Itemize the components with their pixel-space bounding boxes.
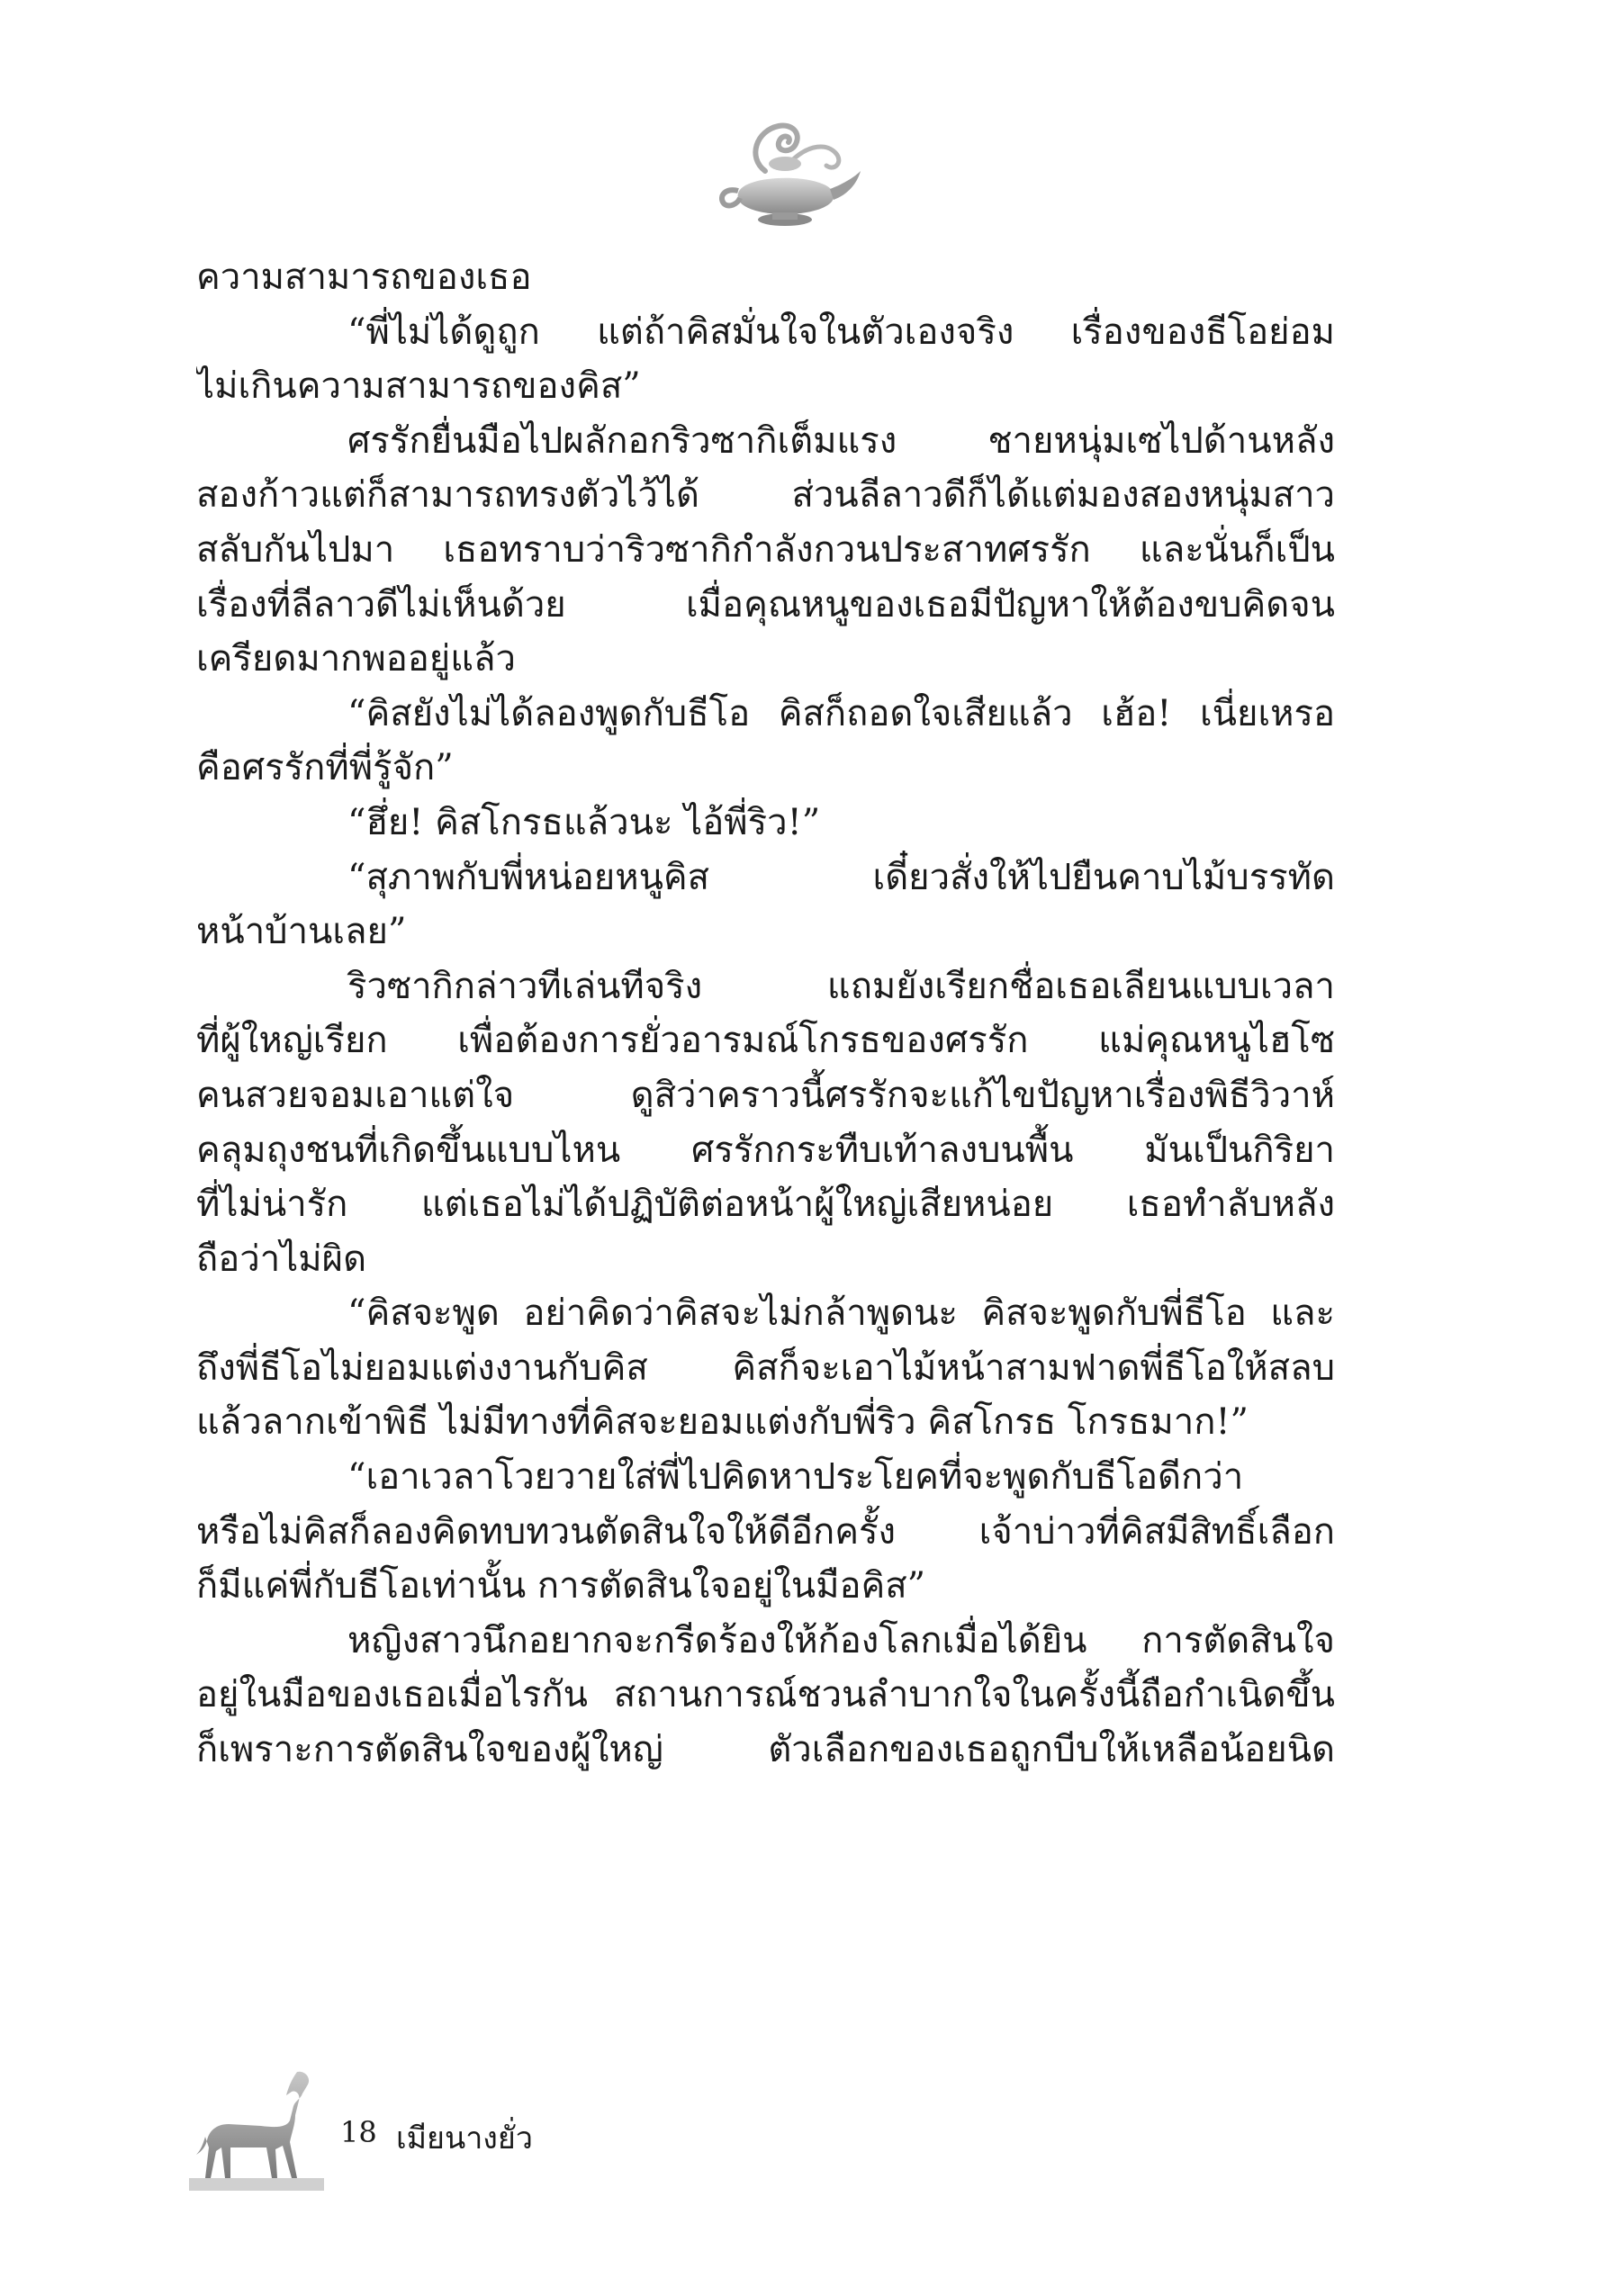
text-line: คลุมถุงชนที่เกิดขึ้นแบบไหน ศรรักกระทืบเท้าลงบนพื้น มันเป็นกิริยา (196, 1129, 1335, 1171)
text-line: “สุภาพกับพี่หน่อยหนูคิส เดี๋ยวสั่งให้ไปยืนคาบไม้บรรทัด (347, 856, 1335, 898)
book-title: เมียนางยั่ว (396, 2120, 533, 2156)
text-line: อยู่ในมือของเธอเมื่อไรกัน สถานการณ์ชวนลำบากใจในครั้งนี้ถือกำเนิดขึ้น (196, 1674, 1335, 1716)
text-line: แล้วลากเข้าพิธี ไม่มีทางที่คิสจะยอมแต่งกับพี่ริว คิสโกรธ โกรธมาก!” (196, 1401, 1249, 1444)
text-line: หญิงสาวนึกอยากจะกรีดร้องให้ก้องโลกเมื่อได้ยิน การตัดสินใจ (347, 1619, 1335, 1661)
text-line: ถึงพี่ธีโอไม่ยอมแต่งงานกับคิส คิสก็จะเอาไม้หน้าสามฟาดพี่ธีโอให้สลบ (196, 1346, 1335, 1389)
page-footer (189, 2061, 729, 2196)
text-line: “คิสยังไม่ได้ลองพูดกับธีโอ คิสก็ถอดใจเสียแล้ว เฮ้อ! เนี่ยเหรอ (347, 692, 1335, 734)
text-line: คือศรรักที่พี่รู้จัก” (196, 747, 454, 789)
text-line: คนสวยจอมเอาแต่ใจ ดูสิว่าคราวนี้ศรรักจะแก้ไขปัญหาเรื่องพิธีวิวาห์ (196, 1074, 1335, 1116)
text-line: เรื่องที่ลีลาวดีไม่เห็นด้วย เมื่อคุณหนูของเธอมีปัญหาให้ต้องขบคิดจน (196, 583, 1335, 626)
text-line: ไม่เกินความสามารถของคิส” (196, 365, 641, 408)
text-line: ริวซากิกล่าวทีเล่นทีจริง แถมยังเรียกชื่อเธอเลียนแบบเวลา (347, 965, 1335, 1007)
text-line: ก็มีแค่พี่กับธีโอเท่านั้น การตัดสินใจอยู่ในมือคิส” (196, 1565, 926, 1607)
text-line: “คิสจะพูด อย่าคิดว่าคิสจะไม่กล้าพูดนะ คิสจะพูดกับพี่ธีโอ และ (347, 1292, 1335, 1335)
text-line: ถือว่าไม่ผิด (196, 1238, 367, 1280)
text-line: “พี่ไม่ได้ดูถูก แต่ถ้าคิสมั่นใจในตัวเองจริง เรื่องของธีโอย่อม (347, 311, 1335, 353)
text-line: “เอาเวลาโวยวายใส่พี่ไปคิดหาประโยคที่จะพูดกับธีโอดีกว่า (347, 1456, 1244, 1499)
horse-icon (189, 2061, 324, 2196)
text-line: ก็เพราะการตัดสินใจของผู้ใหญ่ ตัวเลือกของเธอถูกบีบให้เหลือน้อยนิด (196, 1729, 1335, 1771)
text-line: สลับกันไปมา เธอทราบว่าริวซากิกำลังกวนประสาทศรรัก และนั่นก็เป็น (196, 528, 1335, 571)
magic-lamp-icon (702, 108, 864, 234)
text-line: ที่ผู้ใหญ่เรียก เพื่อต้องการยั่วอารมณ์โกรธของศรรัก แม่คุณหนูไฮโซ (196, 1020, 1335, 1062)
text-line: หน้าบ้านเลย” (196, 911, 407, 953)
text-line: ที่ไม่น่ารัก แต่เธอไม่ได้ปฏิบัติต่อหน้าผู้ใหญ่เสียหน่อย เธอทำลับหลัง (196, 1184, 1335, 1226)
page-number: 18 (340, 2115, 377, 2149)
text-line: เครียดมากพออยู่แล้ว (196, 638, 516, 680)
text-line: สองก้าวแต่ก็สามารถทรงตัวไว้ได้ ส่วนลีลาวดีก็ได้แต่มองสองหนุ่มสาว (196, 474, 1335, 517)
text-line: หรือไม่คิสก็ลองคิดทบทวนตัดสินใจให้ดีอีกครั้ง เจ้าบ่าวที่คิสมีสิทธิ์เลือก (196, 1510, 1335, 1553)
text-line: “ฮึ่ย! คิสโกรธแล้วนะ ไอ้พี่ริว!” (347, 801, 821, 843)
text-line: ศรรักยื่นมือไปผลักอกริวซากิเต็มแรง ชายหนุ่มเซไปด้านหลัง (347, 419, 1335, 462)
body-text (196, 250, 1335, 1778)
text-line: ความสามารถของเธอ (196, 257, 532, 298)
